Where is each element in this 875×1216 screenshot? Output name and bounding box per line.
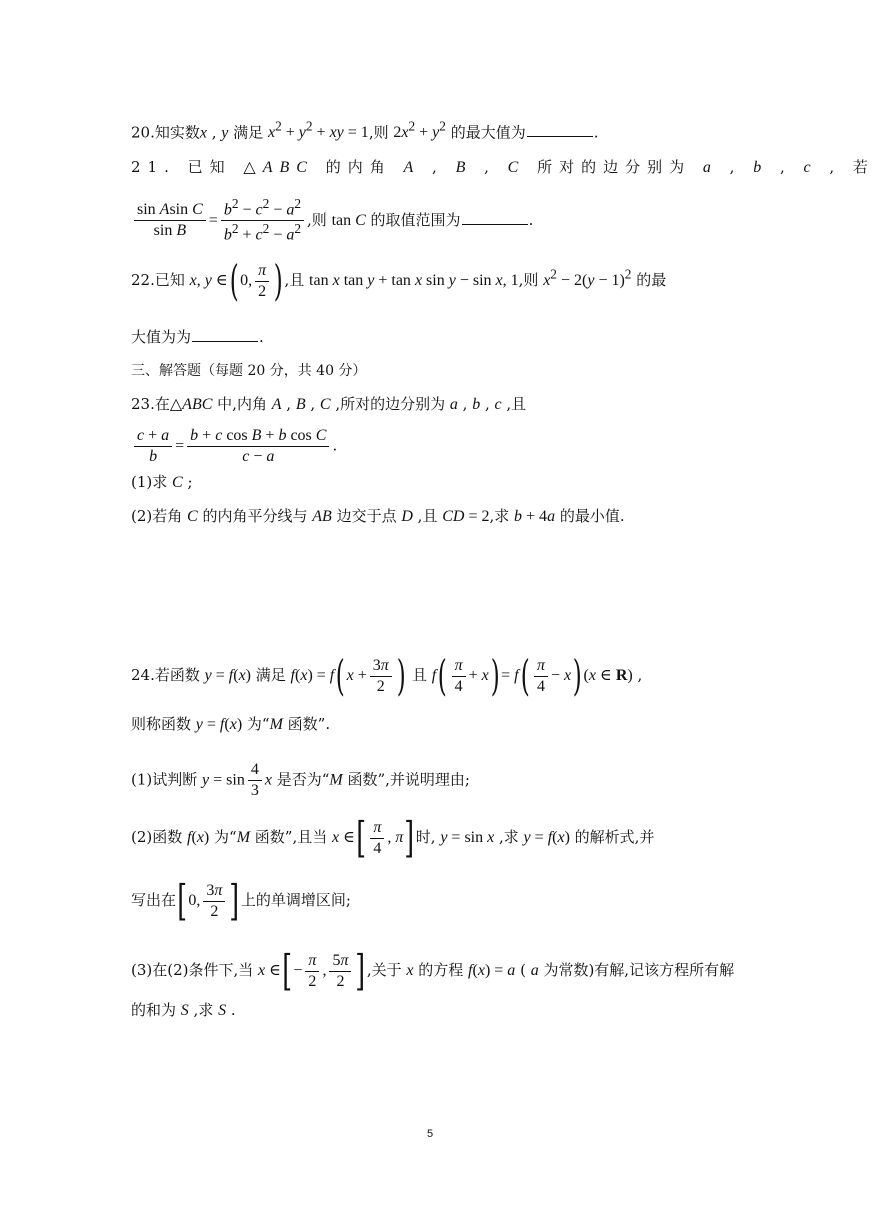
question-21: 21. 已知 △ABC 的内角 A , B , C 所对的边分别为 a , b , c , 若 <box>131 158 875 176</box>
fraction: $\frac{\pi}{4}$ <box>452 656 466 697</box>
answer-blank <box>527 124 593 137</box>
fraction: $\frac{3\pi}{2}$ <box>370 656 392 697</box>
question-24-cont: 则称函数 y = f(x) 为“M 函数”. <box>131 715 331 733</box>
question-24-part-1: (1)试判断 y = sin $\frac{4}{3}$ x 是否为“M 函数”,并说明理由; <box>131 761 470 799</box>
fraction: $\frac{\pi}{4}$ <box>370 818 384 859</box>
section-heading: 三、解答题（每题 20 分，共 40 分） <box>131 363 367 379</box>
question-number: 20. <box>131 123 155 142</box>
question-24-part-3: (3)在(2)条件下,当 x ∈[− $\frac{\pi}{2}$ , $\frac{5\pi}{2}$ ],关于 x 的方程 f(x) = a ( a 为常数)有解,记该方程所有解 <box>131 946 735 995</box>
question-20: 20.知实数x , y 满足 $x^2 + y^2$ + xy = 1,则 $2x^2 + y^2$ 的最大值为 . <box>131 119 599 142</box>
question-23: 23.在△ABC 中,内角 A , B , C ,所对的边分别为 a , b , c ,且 <box>131 395 527 413</box>
question-21-formula: $\frac{\text{sin Asin C}}{\text{sin B}}$ = $\frac{b^2 - c^2 - a^2}{b^2 + c^2 - a^2}$ ,则 tan C 的取值范围为 . <box>131 196 533 246</box>
fraction: $\frac{\pi}{2}$ <box>305 951 319 992</box>
fraction: $\frac{b^2 - c^2 - a^2}{b^2 + c^2 - a^2}$ <box>221 196 304 246</box>
question-number: 24. <box>131 666 155 684</box>
question-24-part-2-cont: 写出在[0, $\frac{3\pi}{2}$ ]上的单调增区间; <box>131 876 351 925</box>
fraction: $\frac{3\pi}{2}$ <box>203 881 225 922</box>
question-23-part-2: (2)若角 C 的内角平分线与 AB 边交于点 D ,且 CD = 2,求 b + 4a 的最小值. <box>131 507 625 525</box>
answer-blank <box>462 212 528 225</box>
question-24: 24.若函数 y = f(x) 满足 f(x) = f( x + $\frac{3\pi}{2}$ ) 且 f( $\frac{\pi}{4}$ + x) = f( $\frac{\pi}{4}$ − x) (x ∈ R) , <box>131 651 643 700</box>
question-23-formula: $\frac{c + a}{b}$ = $\frac{\text{b + c cos B + b cos C}}{c - a}$ . <box>131 426 337 467</box>
fraction: $\frac{4}{3}$ <box>248 760 262 801</box>
question-number: 23. <box>131 395 155 413</box>
question-24-part-3-cont: 的和为 S ,求 S . <box>131 1001 236 1019</box>
fraction: $\frac{5\pi}{2}$ <box>329 951 351 992</box>
question-22-cont: 大值为为 . <box>131 328 264 346</box>
question-24-part-2: (2)函数 f(x) 为“M 函数”,且当 x ∈[ $\frac{\pi}{4}$ , π]时, y = sin x ,求 y = f(x) 的解析式,并 <box>131 813 655 862</box>
fraction: $\frac{\pi}{4}$ <box>534 656 548 697</box>
question-number: 22. <box>131 271 155 289</box>
fraction: $\frac{\text{sin Asin C}}{\text{sin B}}$ <box>134 200 206 241</box>
fraction: $\frac{\pi}{2}$ <box>255 261 269 302</box>
question-22: 22.已知 x, y ∈( 0, $\frac{\pi}{2}$ ) ,且 tan x tan y + tan x sin y − sin x, 1,则 $x^2 - 2(y - 1)^2$ 的最 <box>131 256 667 305</box>
fraction: $\frac{\text{b + c cos B + b cos C}}{c - a}$ <box>187 426 329 467</box>
fraction: $\frac{c + a}{b}$ <box>134 426 172 467</box>
page-number: 5 <box>426 1128 434 1140</box>
answer-blank <box>192 329 258 342</box>
question-number: 21. <box>131 158 176 176</box>
question-23-part-1: (1)求 C ; <box>131 473 193 491</box>
